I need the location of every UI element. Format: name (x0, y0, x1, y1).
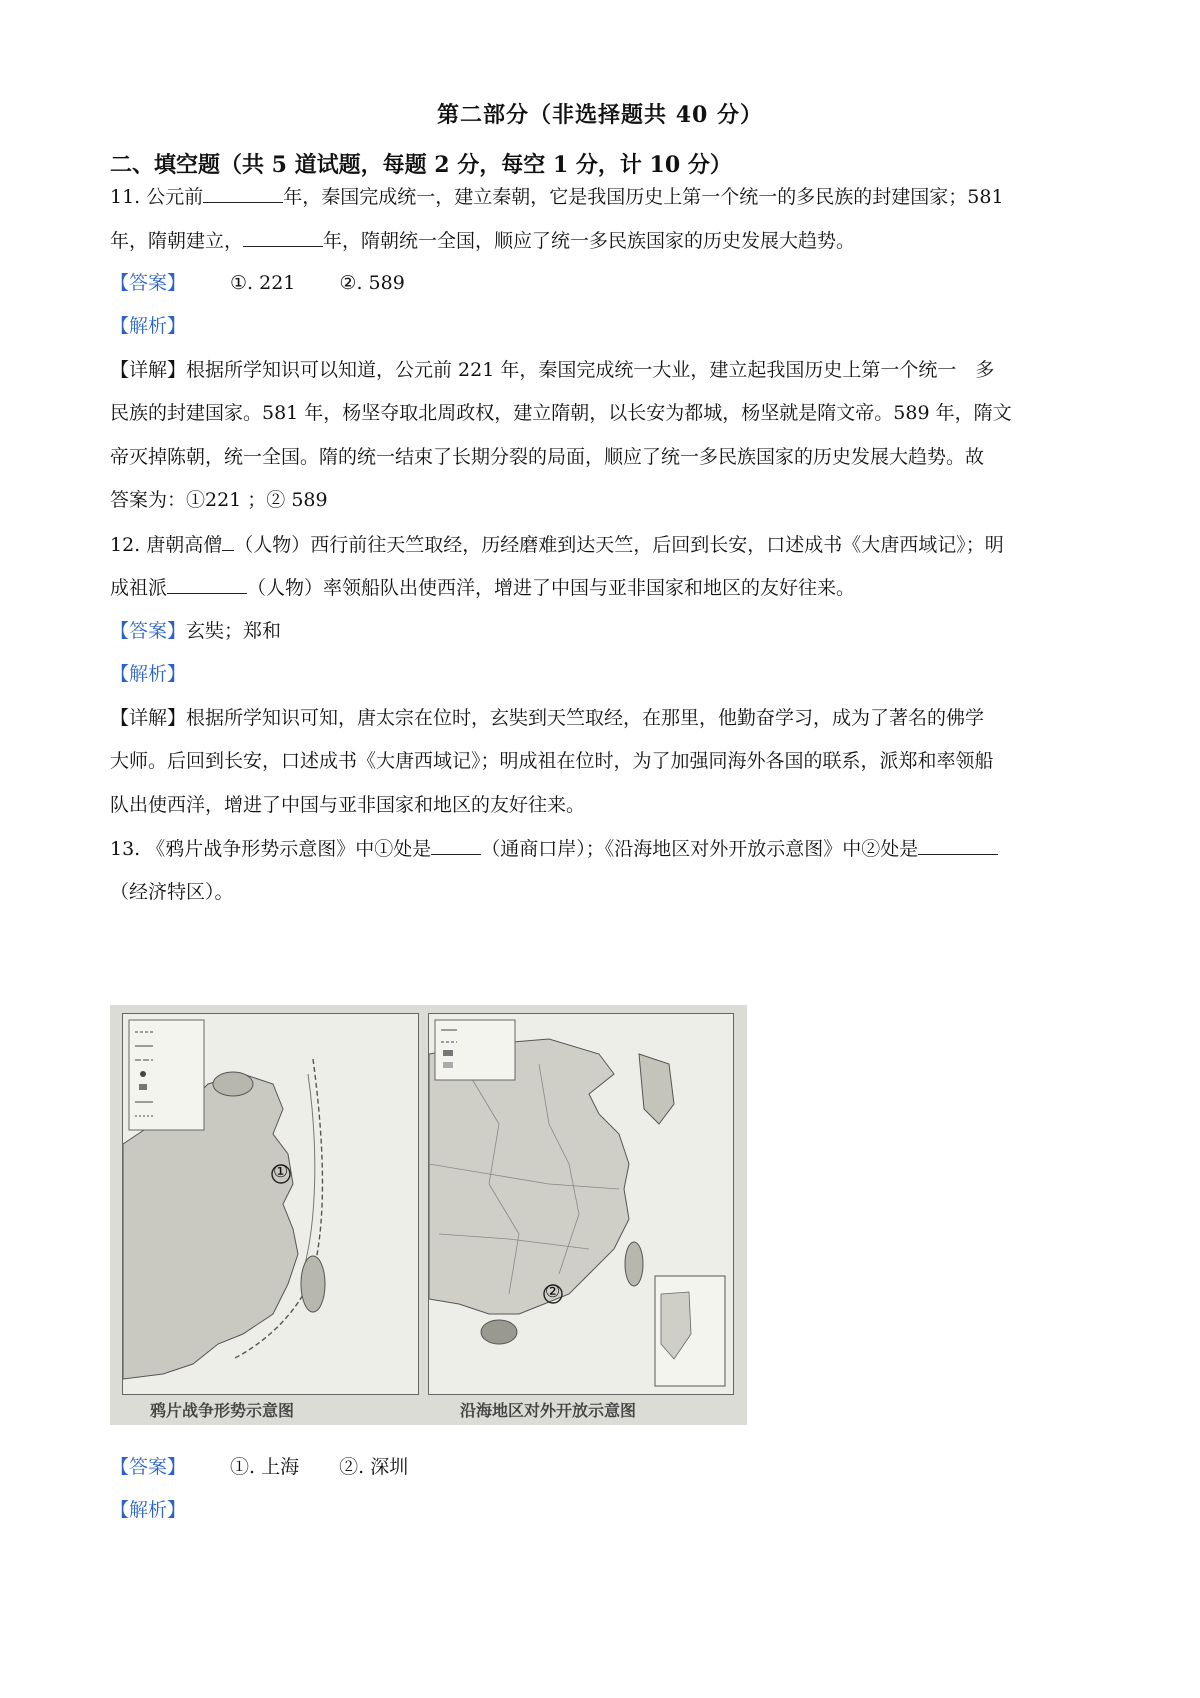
q12-line-2: 成祖派 （人物）率领船队出使西洋，增进了中国与亚非国家和地区的友好往来。 (110, 577, 856, 599)
q11-analysis-label: 【解析】 (110, 315, 187, 337)
answer-label: 【答案】 (110, 1456, 187, 1478)
q13-blank-2 (918, 836, 998, 855)
q12-answer: 【答案】玄奘；郑和 (110, 620, 282, 642)
q13-answer: 【答案】 ①. 上海 ②. 深圳 (110, 1456, 409, 1478)
q12-detail-2: 大师。后回到长安，口述成书《大唐西域记》；明成祖在位时，为了加强同海外各国的联系，派郑和率领船 (110, 750, 994, 772)
q12-blank-1 (222, 532, 234, 551)
q13-line-2: （经济特区）。 (110, 881, 234, 903)
q11-blank-1 (203, 184, 283, 203)
q13-blank-1 (431, 836, 481, 855)
map-right-marker: ② (545, 1282, 561, 1302)
maps-figure (110, 1005, 747, 1425)
map-left-caption: 鸦片战争形势示意图 (150, 1401, 295, 1420)
q12-detail-3: 队出使西洋，增进了中国与亚非国家和地区的友好往来。 (110, 794, 586, 816)
opium-war-map (122, 1013, 419, 1395)
map-left-marker: ① (273, 1162, 289, 1182)
q12-blank-2 (167, 575, 247, 594)
map-right-caption: 沿海地区对外开放示意图 (460, 1401, 637, 1420)
q11-detail-4: 答案为：①221 ；② 589 (110, 489, 328, 511)
part-title: 第二部分（非选择题共 40 分） (437, 102, 763, 128)
q11-detail-1: 【详解】根据所学知识可以知道，公元前 221 年，秦国完成统一大业，建立起我国历史上第一个统一 多 (110, 359, 995, 381)
q12-analysis-label: 【解析】 (110, 663, 187, 685)
q13-line-1: 13. 《鸦片战争形势示意图》中①处是 （通商口岸）；《沿海地区对外开放示意图》中②处是 (110, 836, 1090, 861)
answer-label: 【答案】 (110, 620, 187, 642)
q12-detail-1: 【详解】根据所学知识可知，唐太宗在位时，玄奘到天竺取经，在那里，他勤奋学习，成为了著名的佛学 (110, 707, 985, 729)
coastal-opening-map (428, 1013, 734, 1395)
q11-blank-2 (243, 228, 323, 247)
q13-analysis-label: 【解析】 (110, 1499, 187, 1521)
q11-detail-3: 帝灭掉陈朝，统一全国。隋的统一结束了长期分裂的局面，顺应了统一多民族国家的历史发展大趋势。故 (110, 446, 985, 468)
coastal-opening-map-graphic (429, 1014, 733, 1394)
q11-answer: 【答案】 ①. 221 ②. 589 (110, 272, 405, 294)
q11-detail-2: 民族的封建国家。581 年，杨坚夺取北周政权，建立隋朝，以长安为都城，杨坚就是隋文帝。589 年，隋文 (110, 402, 1012, 424)
opium-war-map-graphic (123, 1014, 418, 1394)
section-title: 二、填空题（共 5 道试题，每题 2 分，每空 1 分，计 10 分） (110, 152, 732, 178)
q12-line-1: 12. 唐朝高僧 （人物）西行前往天竺取经，历经磨难到达天竺，后回到长安，口述成书《大唐西域记》；明 (110, 534, 1004, 556)
answer-label: 【答案】 (110, 272, 187, 294)
q11-line-1: 11. 公元前 年，秦国完成统一，建立秦朝，它是我国历史上第一个统一的多民族的封建国家；581 (110, 186, 1004, 208)
q11-line-2: 年，隋朝建立， 年，隋朝统一全国，顺应了统一多民族国家的历史发展大趋势。 (110, 230, 856, 252)
